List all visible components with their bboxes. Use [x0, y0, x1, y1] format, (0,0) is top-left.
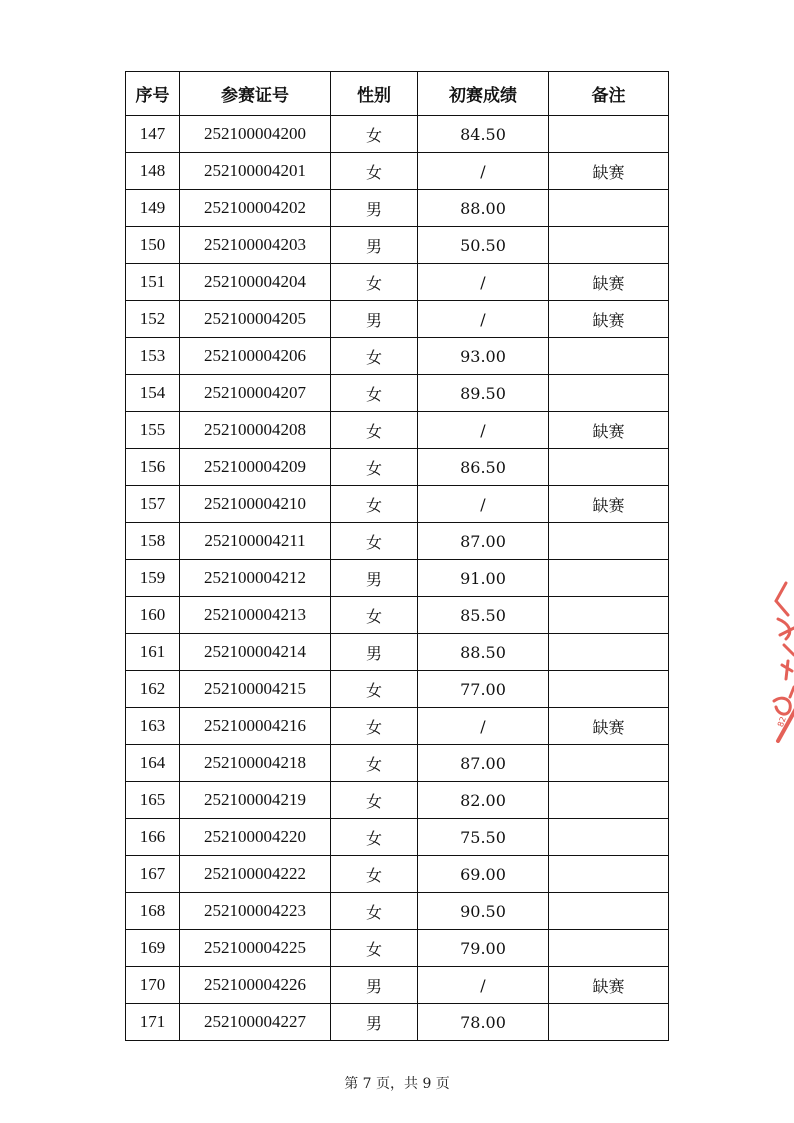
cell-score: 93.00 — [418, 338, 549, 375]
official-seal-fragment — [764, 575, 794, 745]
cell-note: 缺赛 — [549, 412, 669, 449]
cell-gender: 男 — [331, 1004, 418, 1041]
cell-seq: 148 — [126, 153, 180, 190]
cell-score: 69.00 — [418, 856, 549, 893]
cell-note — [549, 560, 669, 597]
cell-score: 90.50 — [418, 893, 549, 930]
cell-gender: 男 — [331, 190, 418, 227]
cell-seq: 150 — [126, 227, 180, 264]
table-row — [126, 967, 669, 1004]
cell-gender: 女 — [331, 412, 418, 449]
cell-score: 77.00 — [418, 671, 549, 708]
seal-fragment-text: 82 — [775, 715, 788, 729]
cell-seq: 151 — [126, 264, 180, 301]
cell-gender: 女 — [331, 930, 418, 967]
cell-note — [549, 819, 669, 856]
cell-id: 252100004210 — [180, 486, 331, 523]
cell-gender: 女 — [331, 819, 418, 856]
cell-gender: 女 — [331, 782, 418, 819]
page-footer: 第 7 页，共 9 页 — [344, 1076, 450, 1092]
cell-gender: 女 — [331, 153, 418, 190]
cell-seq: 164 — [126, 745, 180, 782]
cell-id: 252100004206 — [180, 338, 331, 375]
cell-gender: 女 — [331, 338, 418, 375]
cell-note — [549, 523, 669, 560]
table-row — [126, 671, 669, 708]
cell-gender: 女 — [331, 893, 418, 930]
cell-seq: 156 — [126, 449, 180, 486]
cell-seq: 167 — [126, 856, 180, 893]
table-row — [126, 449, 669, 486]
header-score: 初赛成绩 — [418, 72, 549, 116]
table-row — [126, 560, 669, 597]
cell-id: 252100004202 — [180, 190, 331, 227]
cell-note — [549, 671, 669, 708]
cell-seq: 168 — [126, 893, 180, 930]
cell-id: 252100004209 — [180, 449, 331, 486]
table-row — [126, 116, 669, 153]
cell-seq: 154 — [126, 375, 180, 412]
cell-seq: 158 — [126, 523, 180, 560]
cell-gender: 女 — [331, 523, 418, 560]
cell-id: 252100004208 — [180, 412, 331, 449]
cell-gender: 男 — [331, 560, 418, 597]
cell-gender: 女 — [331, 597, 418, 634]
cell-id: 252100004205 — [180, 301, 331, 338]
cell-seq: 170 — [126, 967, 180, 1004]
table-row — [126, 634, 669, 671]
cell-score: 78.00 — [418, 1004, 549, 1041]
cell-id: 252100004212 — [180, 560, 331, 597]
cell-id: 252100004223 — [180, 893, 331, 930]
table-row — [126, 412, 669, 449]
table-row — [126, 782, 669, 819]
cell-seq: 157 — [126, 486, 180, 523]
cell-note — [549, 745, 669, 782]
cell-score: 87.00 — [418, 523, 549, 560]
table-row — [126, 486, 669, 523]
cell-score: / — [418, 967, 549, 1004]
cell-gender: 男 — [331, 227, 418, 264]
cell-score: 88.00 — [418, 190, 549, 227]
cell-note: 缺赛 — [549, 264, 669, 301]
table-row — [126, 708, 669, 745]
cell-id: 252100004211 — [180, 523, 331, 560]
cell-score: / — [418, 412, 549, 449]
cell-seq: 163 — [126, 708, 180, 745]
cell-id: 252100004200 — [180, 116, 331, 153]
cell-id: 252100004213 — [180, 597, 331, 634]
cell-note — [549, 449, 669, 486]
cell-score: / — [418, 153, 549, 190]
cell-seq: 171 — [126, 1004, 180, 1041]
cell-seq: 147 — [126, 116, 180, 153]
cell-id: 252100004227 — [180, 1004, 331, 1041]
cell-id: 252100004203 — [180, 227, 331, 264]
cell-seq: 149 — [126, 190, 180, 227]
cell-note — [549, 856, 669, 893]
table-row — [126, 819, 669, 856]
cell-id: 252100004222 — [180, 856, 331, 893]
table-row — [126, 338, 669, 375]
cell-seq: 160 — [126, 597, 180, 634]
cell-note: 缺赛 — [549, 708, 669, 745]
cell-score: 87.00 — [418, 745, 549, 782]
cell-id: 252100004219 — [180, 782, 331, 819]
cell-score: / — [418, 486, 549, 523]
cell-gender: 女 — [331, 856, 418, 893]
cell-note: 缺赛 — [549, 153, 669, 190]
cell-score: 88.50 — [418, 634, 549, 671]
cell-id: 252100004215 — [180, 671, 331, 708]
table-row — [126, 523, 669, 560]
cell-gender: 男 — [331, 301, 418, 338]
cell-seq: 165 — [126, 782, 180, 819]
table-row — [126, 227, 669, 264]
cell-note: 缺赛 — [549, 486, 669, 523]
cell-score: 86.50 — [418, 449, 549, 486]
cell-seq: 162 — [126, 671, 180, 708]
cell-id: 252100004218 — [180, 745, 331, 782]
cell-note: 缺赛 — [549, 967, 669, 1004]
cell-note — [549, 227, 669, 264]
cell-gender: 男 — [331, 967, 418, 1004]
cell-score: / — [418, 301, 549, 338]
cell-seq: 152 — [126, 301, 180, 338]
cell-gender: 男 — [331, 634, 418, 671]
cell-id: 252100004204 — [180, 264, 331, 301]
cell-gender: 女 — [331, 375, 418, 412]
cell-gender: 女 — [331, 264, 418, 301]
table-header-row — [126, 72, 669, 116]
results-table — [125, 71, 669, 1041]
table-row — [126, 375, 669, 412]
cell-id: 252100004225 — [180, 930, 331, 967]
cell-gender: 女 — [331, 116, 418, 153]
cell-score: 50.50 — [418, 227, 549, 264]
cell-gender: 女 — [331, 671, 418, 708]
cell-note — [549, 634, 669, 671]
cell-seq: 153 — [126, 338, 180, 375]
cell-score: 85.50 — [418, 597, 549, 634]
cell-score: 89.50 — [418, 375, 549, 412]
cell-note — [549, 597, 669, 634]
cell-note — [549, 893, 669, 930]
header-note: 备注 — [549, 72, 669, 116]
cell-note — [549, 375, 669, 412]
cell-id: 252100004220 — [180, 819, 331, 856]
cell-score: 91.00 — [418, 560, 549, 597]
cell-note — [549, 338, 669, 375]
cell-score: / — [418, 708, 549, 745]
cell-seq: 169 — [126, 930, 180, 967]
cell-seq: 159 — [126, 560, 180, 597]
cell-score: 84.50 — [418, 116, 549, 153]
table-row — [126, 930, 669, 967]
cell-score: 75.50 — [418, 819, 549, 856]
table-row — [126, 264, 669, 301]
cell-seq: 161 — [126, 634, 180, 671]
cell-score: 79.00 — [418, 930, 549, 967]
header-gender: 性别 — [331, 72, 418, 116]
cell-gender: 女 — [331, 486, 418, 523]
table-row — [126, 190, 669, 227]
header-seq: 序号 — [126, 72, 180, 116]
table-row — [126, 893, 669, 930]
cell-gender: 女 — [331, 708, 418, 745]
cell-note — [549, 190, 669, 227]
cell-note — [549, 116, 669, 153]
cell-gender: 女 — [331, 449, 418, 486]
cell-gender: 女 — [331, 745, 418, 782]
cell-id: 252100004207 — [180, 375, 331, 412]
cell-id: 252100004214 — [180, 634, 331, 671]
table-row — [126, 597, 669, 634]
cell-id: 252100004226 — [180, 967, 331, 1004]
cell-note — [549, 782, 669, 819]
cell-score: 82.00 — [418, 782, 549, 819]
table-row — [126, 856, 669, 893]
table-row — [126, 301, 669, 338]
cell-id: 252100004216 — [180, 708, 331, 745]
table-row — [126, 153, 669, 190]
table-body — [126, 116, 669, 1041]
cell-seq: 155 — [126, 412, 180, 449]
cell-score: / — [418, 264, 549, 301]
cell-id: 252100004201 — [180, 153, 331, 190]
cell-note — [549, 930, 669, 967]
table-row — [126, 745, 669, 782]
header-id: 参赛证号 — [180, 72, 331, 116]
cell-seq: 166 — [126, 819, 180, 856]
cell-note: 缺赛 — [549, 301, 669, 338]
table-row — [126, 1004, 669, 1041]
cell-note — [549, 1004, 669, 1041]
